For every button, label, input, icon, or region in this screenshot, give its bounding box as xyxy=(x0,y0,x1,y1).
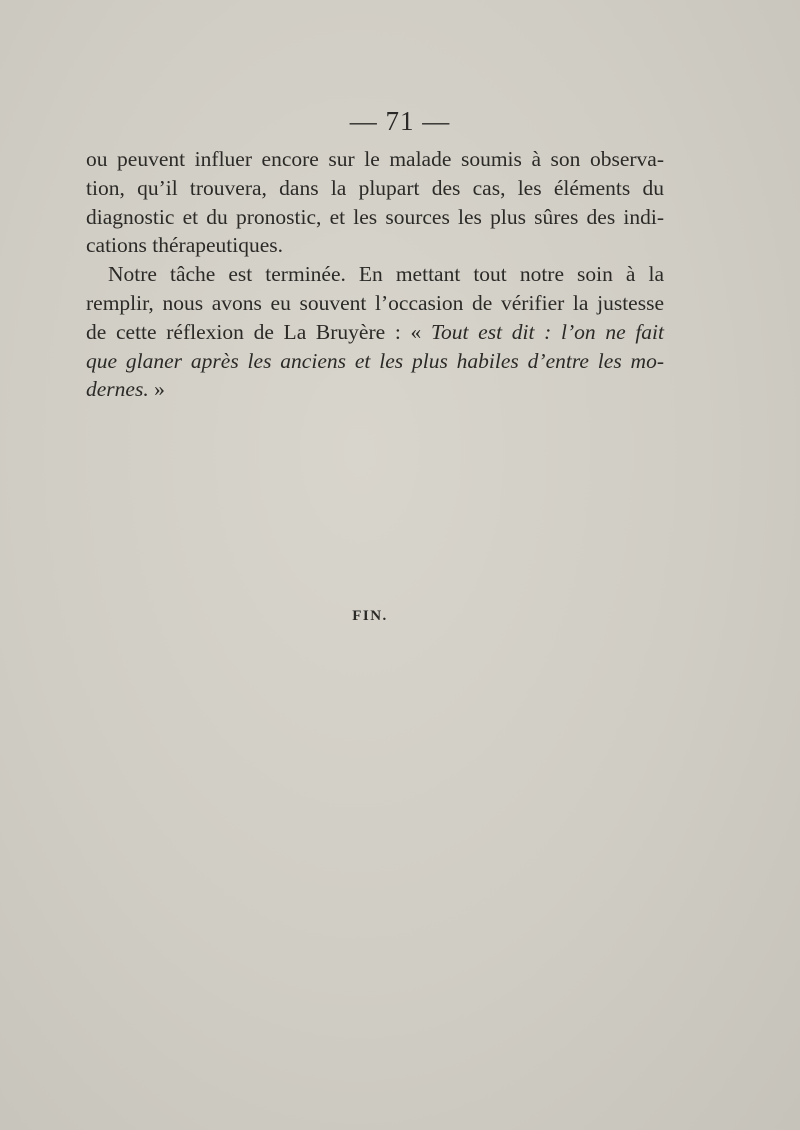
paragraph-2-line-5 xyxy=(86,375,664,404)
quotation-italic-line: que glaner après les anciens et les plus habiles d’entre les mo- xyxy=(86,348,664,373)
quotation-italic-end: dernes. xyxy=(86,377,149,402)
paragraph-1-line-2: tion, qu’il trouvera, dans la plupart des cas, les éléments du xyxy=(86,175,664,200)
paragraph-2-line-3-roman: de cette réflexion de La Bruyère : « xyxy=(86,319,432,344)
end-mark: FIN. xyxy=(352,608,388,624)
paragraph-1-line-4: cations thérapeutiques. xyxy=(86,233,284,258)
paragraph-1-line-1: ou peuvent influer encore sur le malade soumis à son observa- xyxy=(86,147,664,171)
paragraph-2-line-1: Notre tâche est terminée. En mettant tout notre soin à la xyxy=(108,262,664,287)
paragraph-2 xyxy=(86,260,664,404)
closing-guillemet: » xyxy=(148,377,165,402)
paragraph-2-line-2: remplir, nous avons eu souvent l’occasion de vérifier la justesse xyxy=(86,290,664,315)
quotation-italic-start: Tout est dit : l’on ne fait xyxy=(431,319,665,344)
paragraph-1 xyxy=(86,145,664,260)
paragraph-2-line-3 xyxy=(86,318,664,347)
paragraph-1-line-3: diagnostic et du pronostic, et les sources les plus sûres des indi- xyxy=(86,204,664,229)
page-number: — 71 — xyxy=(349,106,451,136)
body-text xyxy=(86,145,664,404)
